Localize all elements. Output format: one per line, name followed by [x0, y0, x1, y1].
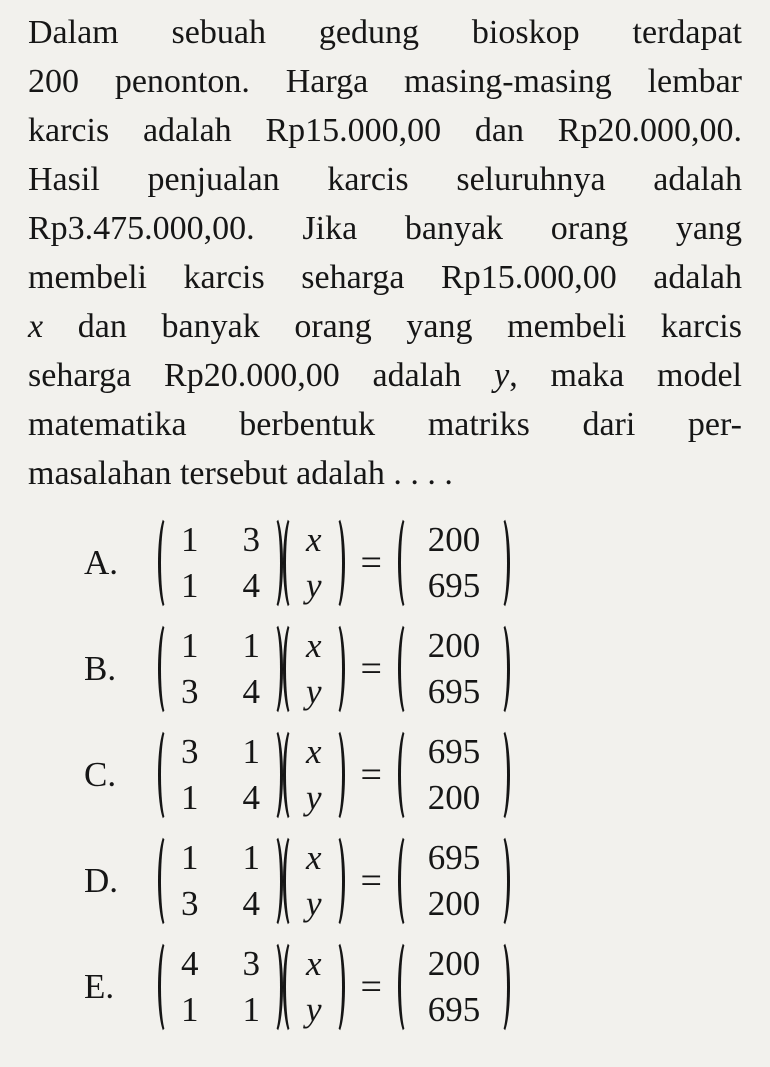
equals-sign: = [360, 542, 382, 584]
constant-vector [398, 939, 510, 1035]
paren-right [493, 833, 510, 929]
paren-left [283, 621, 300, 717]
coefficient-matrix [158, 939, 283, 1035]
text-segment: seharga Rp20.000,00 adalah [28, 357, 495, 394]
paren-left [398, 939, 415, 1035]
paren-right [266, 939, 283, 1035]
variable-y: y [494, 357, 510, 394]
paren-right [328, 621, 345, 717]
constant-vector [398, 515, 510, 611]
result-cell: 200 [427, 520, 481, 559]
equals-sign: = [360, 648, 382, 690]
vector-cells [300, 515, 328, 611]
text-line [28, 57, 742, 106]
text-segment: Dalam sebuah gedung bioskop terdapat [28, 14, 742, 51]
matrix-cell: 4 [242, 778, 260, 817]
matrix-cells [175, 727, 266, 823]
matrix-cell: 3 [181, 672, 199, 711]
result-cell: 695 [427, 672, 481, 711]
matrix-cell: 1 [181, 778, 199, 817]
matrix-cell: 1 [181, 626, 199, 665]
vector-cell: y [306, 778, 322, 817]
matrix-cell: 1 [242, 838, 260, 877]
vector-cell: x [306, 520, 322, 559]
vector-cells [300, 621, 328, 717]
coefficient-matrix [158, 515, 283, 611]
matrix-cell: 1 [181, 990, 199, 1029]
option-label: B. [84, 649, 117, 688]
text-segment: membeli karcis seharga Rp15.000,00 adalah [28, 259, 742, 296]
paren-left [398, 515, 415, 611]
option-label: A. [84, 543, 119, 582]
vector-cell: y [306, 990, 322, 1029]
paren-left [398, 833, 415, 929]
result-cells [415, 621, 493, 717]
result-cell: 695 [427, 732, 481, 771]
equals-sign: = [360, 860, 382, 902]
option-row-a [28, 510, 742, 616]
text-segment: 200 penonton. Harga masing-masing lembar [28, 63, 742, 100]
paren-right [266, 515, 283, 611]
result-cells [415, 727, 493, 823]
coefficient-matrix [158, 833, 283, 929]
matrix-cell: 3 [242, 520, 260, 559]
option-label: D. [84, 861, 119, 900]
constant-vector [398, 833, 510, 929]
matrix-cell: 1 [181, 520, 199, 559]
matrix-cell: 1 [181, 838, 199, 877]
matrix-cell: 3 [242, 944, 260, 983]
paren-right [266, 727, 283, 823]
answer-options [28, 510, 742, 1040]
paren-right [266, 621, 283, 717]
paren-left [398, 621, 415, 717]
paren-left [283, 939, 300, 1035]
paren-left [158, 621, 175, 717]
variable-vector [283, 939, 345, 1035]
matrix-cell: 4 [242, 884, 260, 923]
variable-vector [283, 515, 345, 611]
vector-cell: y [306, 566, 322, 605]
result-cell: 695 [427, 838, 481, 877]
matrix-cell: 3 [181, 884, 199, 923]
result-cell: 200 [427, 944, 481, 983]
text-line [28, 302, 742, 351]
paren-left [283, 727, 300, 823]
text-line [28, 106, 742, 155]
text-line [28, 253, 742, 302]
paren-right [266, 833, 283, 929]
result-cells [415, 833, 493, 929]
paren-left [398, 727, 415, 823]
vector-cells [300, 727, 328, 823]
coefficient-matrix [158, 727, 283, 823]
matrix-cell: 1 [242, 990, 260, 1029]
matrix-cell: 1 [242, 732, 260, 771]
paren-right [493, 621, 510, 717]
text-segment: dan banyak orang yang membeli karcis [43, 308, 742, 345]
text-line [28, 8, 742, 57]
equals-sign: = [360, 966, 382, 1008]
paren-left [283, 833, 300, 929]
result-cells [415, 939, 493, 1035]
variable-vector [283, 621, 345, 717]
matrix-cell: 3 [181, 732, 199, 771]
text-segment: Rp3.475.000,00. Jika banyak orang yang [28, 210, 742, 247]
text-line [28, 449, 742, 498]
vector-cells [300, 939, 328, 1035]
text-segment: matematika berbentuk matriks dari per- [28, 406, 742, 443]
matrix-cells [175, 939, 266, 1035]
result-cell: 695 [427, 566, 481, 605]
text-line [28, 155, 742, 204]
vector-cell: x [306, 944, 322, 983]
matrix-cells [175, 833, 266, 929]
option-row-b [28, 616, 742, 722]
text-line [28, 351, 742, 400]
paren-left [283, 515, 300, 611]
matrix-cells [175, 515, 266, 611]
option-label: C. [84, 755, 117, 794]
paren-right [328, 727, 345, 823]
matrix-cell: 1 [242, 626, 260, 665]
constant-vector [398, 621, 510, 717]
paren-right [328, 515, 345, 611]
text-line [28, 400, 742, 449]
text-segment: , maka model [509, 357, 742, 394]
vector-cell: x [306, 838, 322, 877]
option-row-d [28, 828, 742, 934]
result-cell: 200 [427, 778, 481, 817]
result-cell: 695 [427, 990, 481, 1029]
result-cell: 200 [427, 626, 481, 665]
paren-right [328, 833, 345, 929]
vector-cell: x [306, 626, 322, 665]
variable-vector [283, 833, 345, 929]
vector-cell: y [306, 884, 322, 923]
text-segment: Hasil penjualan karcis seluruhnya adalah [28, 161, 742, 198]
variable-x: x [28, 308, 44, 345]
result-cell: 200 [427, 884, 481, 923]
equals-sign: = [360, 754, 382, 796]
matrix-cell: 4 [242, 566, 260, 605]
paren-right [493, 515, 510, 611]
paren-left [158, 939, 175, 1035]
vector-cell: y [306, 672, 322, 711]
problem-text [28, 8, 742, 498]
option-row-e [28, 934, 742, 1040]
matrix-cells [175, 621, 266, 717]
result-cells [415, 515, 493, 611]
text-segment: karcis adalah Rp15.000,00 dan Rp20.000,00. [28, 112, 742, 149]
paren-left [158, 515, 175, 611]
variable-vector [283, 727, 345, 823]
matrix-cell: 4 [181, 944, 199, 983]
coefficient-matrix [158, 621, 283, 717]
paren-right [328, 939, 345, 1035]
vector-cell: x [306, 732, 322, 771]
vector-cells [300, 833, 328, 929]
text-line [28, 204, 742, 253]
option-label: E. [84, 967, 115, 1006]
paren-left [158, 833, 175, 929]
constant-vector [398, 727, 510, 823]
paren-left [158, 727, 175, 823]
matrix-cell: 4 [242, 672, 260, 711]
matrix-cell: 1 [181, 566, 199, 605]
paren-right [493, 727, 510, 823]
option-row-c [28, 722, 742, 828]
text-segment: masalahan tersebut adalah . . . . [28, 455, 453, 492]
paren-right [493, 939, 510, 1035]
